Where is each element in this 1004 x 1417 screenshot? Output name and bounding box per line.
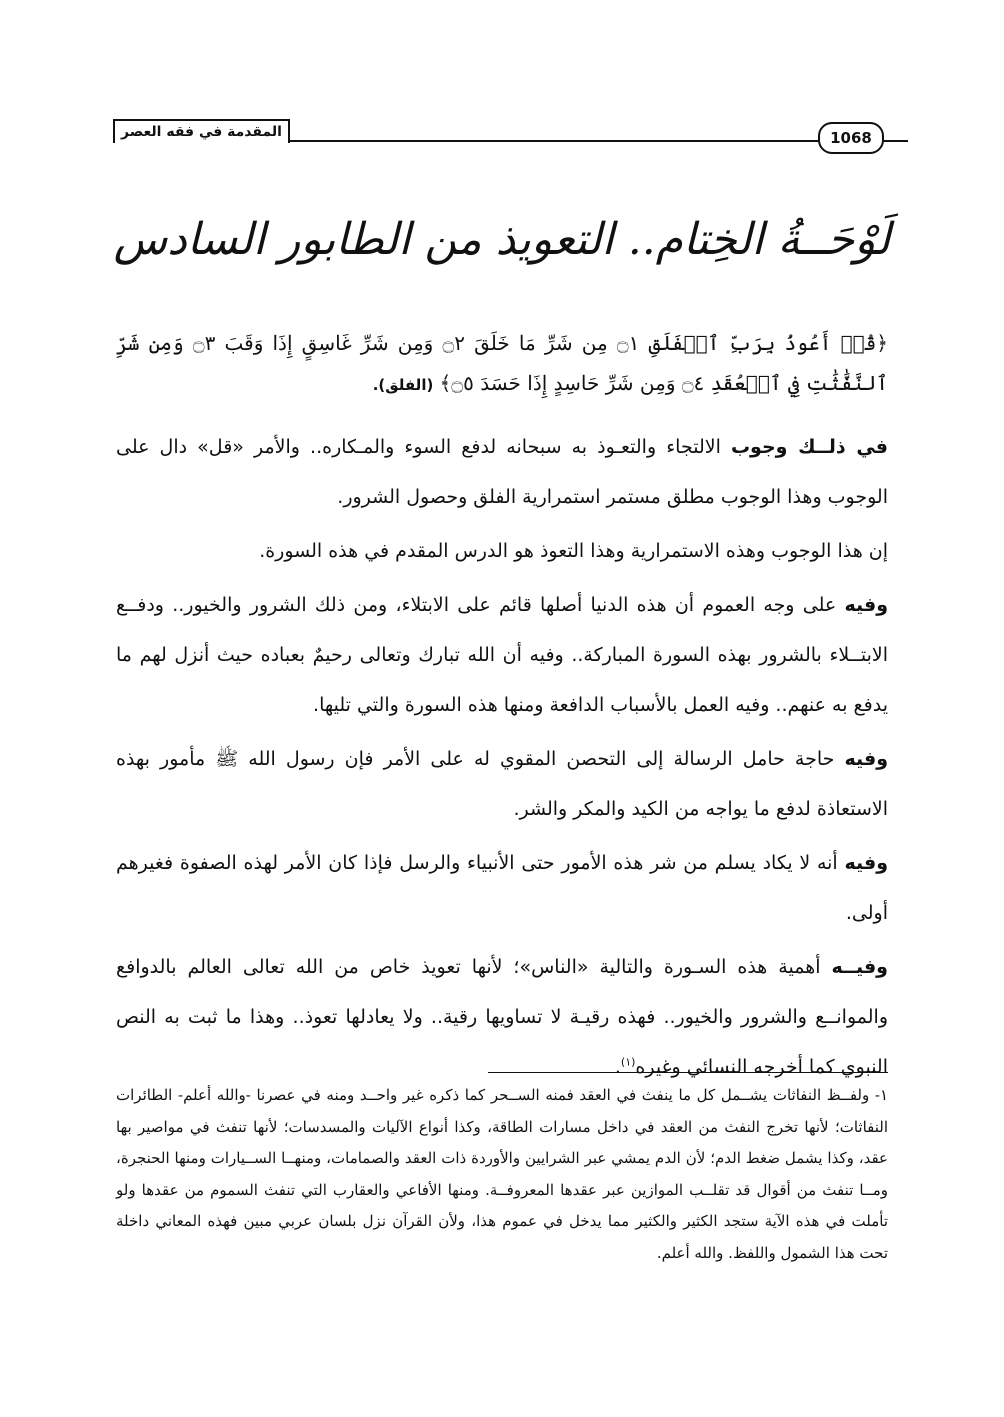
paragraph-end: . [614,1056,621,1078]
paragraph [116,734,888,834]
paragraph-lead: وفيه [844,748,888,770]
paragraph-lead: وفيه [844,594,888,616]
paragraph [116,526,888,576]
paragraph-text: على وجه العموم أن هذه الدنيا أصلها قائم على الابتلاء، ومن ذلك الشرور والخيور.. ودفــع الابتــلاء بالشرور بهذه السورة المباركة.. وفيه أن الله تبارك وتعالى رحيمٌ بعباده حيث أنزل لهم ما يدفع به عنهم.. وفيه العمل بالأسباب الدافعة ومنها هذه السورة والتي تليها. [116,594,888,716]
body-paragraphs [116,422,888,1096]
footnote-separator [488,1072,888,1073]
paragraph-lead: في ذلــك وجوب [730,436,889,458]
running-header-book-title: المقدمة في فقه العصر [113,119,290,143]
quran-verses: ﴿قُلۡ أَعُوذُ بِرَبِّ ٱلۡفَلَقِ ۝١ مِن شَرِّ مَا خَلَقَ ۝٢ وَمِن شَرِّ غَاسِقٍ إِذَا وَقَبَ ۝٣ وَمِن شَرِّ ٱلنَّفَّٰثَٰتِ فِي ٱلۡعُقَدِ ۝٤ وَمِن شَرِّ حَاسِدٍ إِذَا حَسَدَ ۝٥﴾ [116,331,889,395]
paragraph-lead: وفيه [844,852,888,874]
footnote-reference[interactable]: (١) [620,1055,636,1069]
quran-verses-block [116,323,888,405]
footnote: ١- ولفــظ النفاثات يشــمل كل ما ينفث في العقد فمنه الســحر كما ذكره غير واحــد ومنه في عصرنا -والله أعلم- الطائرات النفاثات؛ لأنها تخرج النفث من العقد في داخل مسارات الطاقة، وكذا أنواع الآليات والمسدسات؛ لأنها تنفث في مواصير بها عقد، وكذا يشمل ضغط الدم؛ لأن الدم يمشي عبر الشرايين والأوردة ذات العقد والصمامات، ومنهــا الســيارات ومنها الحنجرة، ومــا تنفث من أقوال قد تقلــب الموازين عبر عقدها المعروفــة. ومنها الأفاعي والعقارب التي تنفث السموم من عقدها ولو تأملت في هذه الآية ستجد الكثير والكثير مما يدخل في عموم هذا، ولأن القرآن نزل بلسان عربي مبين فهذه المعاني داخلة تحت هذا الشمول واللفظ. والله أعلم. [116,1086,888,1262]
paragraph-text: الالتجاء والتعـوذ به سبحانه لدفع السوء والمـكاره.. والأمر «قل» دال على الوجوب وهذا الوجوب مطلق مستمر استمرارية الفلق وحصول الشرور. [116,436,888,508]
paragraph-text: إن هذا الوجوب وهذه الاستمرارية وهذا التعوذ هو الدرس المقدم في هذه السورة. [259,540,888,562]
paragraph [116,580,888,730]
paragraph [116,838,888,938]
paragraph-text: حاجة حامل الرسالة إلى التحصن المقوي له على الأمر فإن رسول الله ﷺ مأمور بهذه الاستعاذة لدفع ما يواجه من الكيد والمكر والشر. [116,748,888,820]
paragraph-text: أنه لا يكاد يسلم من شر هذه الأمور حتى الأنبياء والرسل فإذا كان الأمر لهذه الصفوة فغيرهم أولى. [116,852,888,924]
page-number: 1068 [818,122,884,154]
paragraph [116,942,888,1092]
surah-reference: (الفلق). [372,376,434,394]
chapter-title: لَوْحَــةُ الخِتام.. التعويذ من الطابور السادس [113,214,891,265]
paragraph-text: أهمية هذه السـورة والتالية «الناس»؛ لأنها تعويذ خاص من الله تعالى العالم بالدوافع والموانــع والشرور والخيور.. فهذه رقيـة لا تساويها رقية.. ولا يعادلها تعوذ.. وهذا ما ثبت به النص النبوي كما أخرجه النسائي وغيره [116,956,888,1078]
paragraph-lead: وفيــه [831,956,888,978]
paragraph [116,422,888,522]
